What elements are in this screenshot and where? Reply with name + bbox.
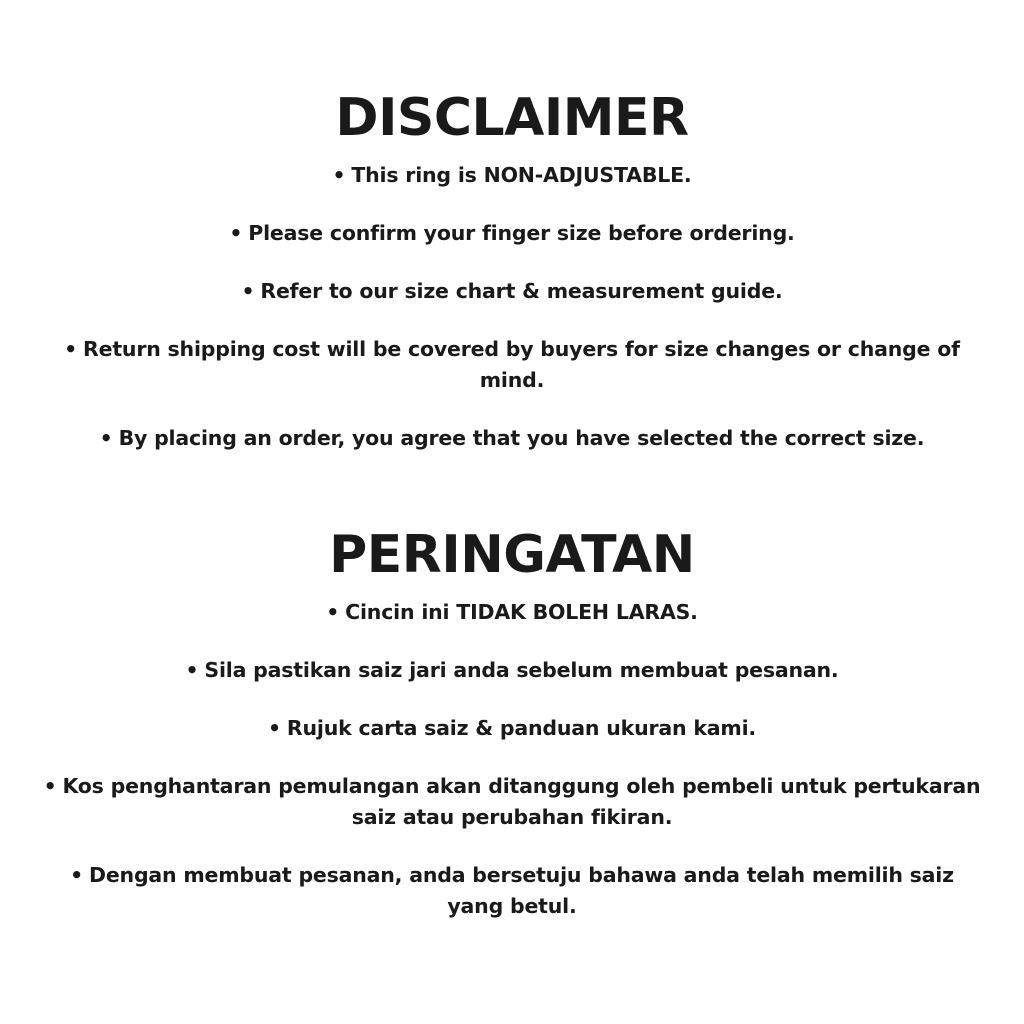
bullet-icon: • <box>326 600 340 624</box>
disclaimer-item-text: Please confirm your finger size before ordering. <box>248 221 795 245</box>
peringatan-item-text: Cincin ini TIDAK BOLEH LARAS. <box>345 600 698 624</box>
bullet-icon: • <box>268 716 281 740</box>
disclaimer-item-text: Refer to our size chart & measurement guide. <box>260 279 783 303</box>
peringatan-item-text: Kos penghantaran pemulangan akan ditanggung oleh pembeli untuk pertukaran saiz atau perubahan fikiran. <box>62 774 981 829</box>
disclaimer-item-text: By placing an order, you agree that you have selected the correct size. <box>118 426 925 450</box>
peringatan-item <box>40 597 984 628</box>
peringatan-heading: PERINGATAN <box>329 525 695 585</box>
disclaimer-section-english <box>40 82 984 454</box>
disclaimer-item <box>40 276 984 307</box>
peringatan-item <box>40 771 984 833</box>
disclaimer-section-malay <box>40 519 984 922</box>
bullet-icon: • <box>332 163 346 187</box>
disclaimer-item <box>40 334 984 396</box>
disclaimer-heading: DISCLAIMER <box>335 88 689 148</box>
bullet-icon: • <box>241 279 255 303</box>
peringatan-item-text: Dengan membuat pesanan, anda bersetuju bahawa anda telah memilih saiz yang betul. <box>89 863 954 918</box>
peringatan-item <box>40 713 984 744</box>
peringatan-item-text: Sila pastikan saiz jari anda sebelum membuat pesanan. <box>204 658 839 682</box>
bullet-icon: • <box>64 337 78 361</box>
bullet-icon: • <box>99 426 113 450</box>
peringatan-item <box>40 655 984 686</box>
bullet-icon: • <box>43 774 57 798</box>
disclaimer-item <box>40 218 984 249</box>
bullet-icon: • <box>70 863 84 887</box>
bullet-icon: • <box>185 658 199 682</box>
disclaimer-item-text: Return shipping cost will be covered by buyers for size changes or change of mind. <box>83 337 960 392</box>
peringatan-item <box>40 860 984 922</box>
peringatan-list <box>40 597 984 922</box>
bullet-icon: • <box>229 221 243 245</box>
disclaimer-item <box>40 160 984 191</box>
peringatan-item-text: Rujuk carta saiz & panduan ukuran kami. <box>286 716 756 740</box>
disclaimer-item-text: This ring is NON-ADJUSTABLE. <box>351 163 692 187</box>
disclaimer-item <box>40 423 984 454</box>
disclaimer-list <box>40 160 984 454</box>
